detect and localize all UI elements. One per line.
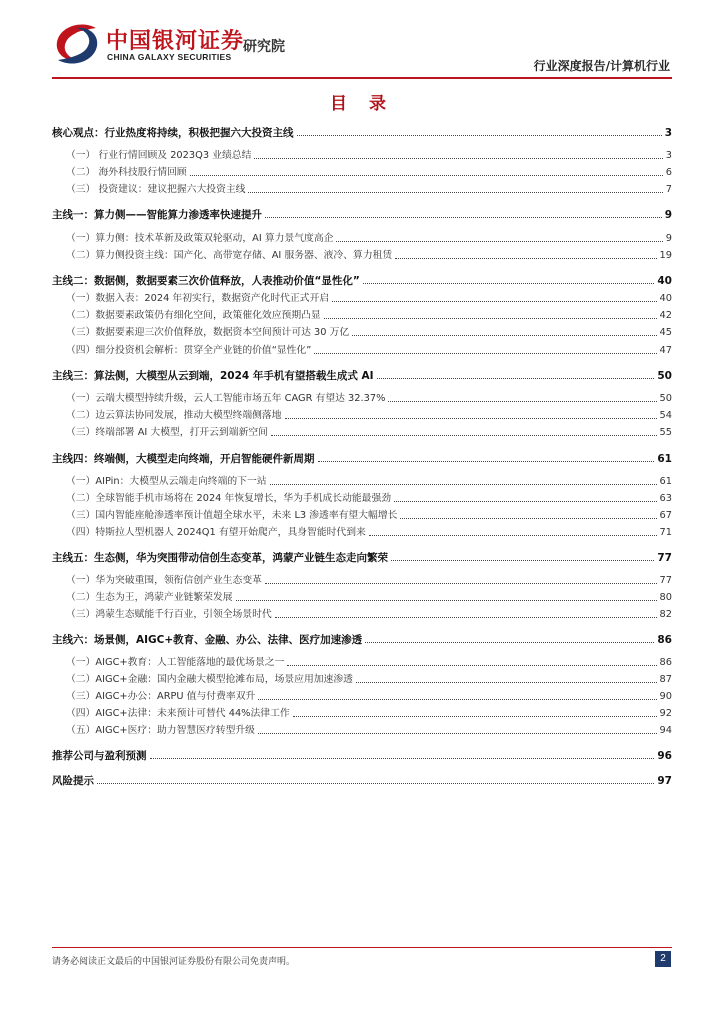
toc-entry-sub[interactable] bbox=[52, 390, 672, 406]
toc-leader-dots bbox=[275, 616, 657, 618]
toc-entry-label: （一）算力侧：技术革新及政策双轮驱动，AI 算力景气度高企 bbox=[66, 233, 334, 244]
toc-leader-dots bbox=[190, 174, 663, 176]
toc-entry-label: （四）特斯拉人型机器人 2024Q1 有望开始爬产，具身智能时代到来 bbox=[66, 527, 366, 538]
brand-name-en: CHINA GALAXY SECURITIES bbox=[107, 52, 232, 62]
toc-entry-sub[interactable] bbox=[52, 164, 672, 180]
toc-page-number: 97 bbox=[657, 775, 672, 787]
toc-entry-sub[interactable] bbox=[52, 247, 672, 263]
toc-leader-dots bbox=[369, 534, 657, 536]
toc-entry-main[interactable] bbox=[52, 367, 672, 383]
toc-page-number: 40 bbox=[659, 293, 672, 304]
toc-entry-sub[interactable] bbox=[52, 147, 672, 163]
toc-page-number: 3 bbox=[665, 150, 672, 161]
toc-entry-sub[interactable] bbox=[52, 407, 672, 423]
toc-entry-label: （一）AIGC+教育：人工智能落地的最优场景之一 bbox=[66, 657, 285, 668]
toc-leader-dots bbox=[236, 599, 657, 601]
china-galaxy-logo-icon bbox=[52, 22, 102, 66]
toc-entry-main[interactable] bbox=[52, 549, 672, 565]
toc-leader-dots bbox=[265, 582, 657, 584]
toc-leader-dots bbox=[395, 257, 656, 259]
toc-entry-label: （三）数据要素迎三次价值释放，数据资本空间预计可达 30 万亿 bbox=[66, 327, 350, 338]
toc-entry-sub[interactable] bbox=[52, 507, 672, 523]
toc-leader-dots bbox=[336, 240, 662, 242]
footer-divider bbox=[52, 947, 672, 948]
toc-entry-sub[interactable] bbox=[52, 722, 672, 738]
toc-entry-sub[interactable] bbox=[52, 589, 672, 605]
toc-leader-dots bbox=[271, 434, 657, 436]
toc-entry-sub[interactable] bbox=[52, 342, 672, 358]
toc-entry-label: （三）终端部署 AI 大模型，打开云到端新空间 bbox=[66, 427, 268, 438]
toc-entry-label: （四）细分投资机会解析：贯穿全产业链的价值“显性化” bbox=[66, 345, 312, 356]
toc-page-number: 40 bbox=[657, 275, 672, 287]
toc-leader-dots bbox=[324, 317, 657, 319]
toc-entry-label: （五）AIGC+医疗：助力智慧医疗转型升级 bbox=[66, 725, 255, 736]
toc-entry-sub[interactable] bbox=[52, 705, 672, 721]
toc-page-number: 9 bbox=[665, 233, 672, 244]
toc-leader-dots bbox=[400, 517, 656, 519]
toc-leader-dots bbox=[150, 757, 655, 759]
toc-leader-dots bbox=[285, 417, 657, 419]
toc-entry-sub[interactable] bbox=[52, 490, 672, 506]
toc-leader-dots bbox=[318, 460, 655, 462]
toc-page-number: 45 bbox=[659, 327, 672, 338]
toc-page-number: 47 bbox=[659, 345, 672, 356]
page-header bbox=[0, 0, 724, 80]
toc-entry-main[interactable] bbox=[52, 772, 672, 788]
toc-entry-sub[interactable] bbox=[52, 181, 672, 197]
toc-entry-label: （三）国内智能座舱渗透率预计值超全球水平，未来 L3 渗透率有望大幅增长 bbox=[66, 510, 398, 521]
toc-entry-main[interactable] bbox=[52, 450, 672, 466]
toc-entry-sub[interactable] bbox=[52, 307, 672, 323]
page-number-badge: 2 bbox=[655, 951, 671, 967]
toc-entry-main[interactable] bbox=[52, 206, 672, 222]
toc-entry-label: （一）数据入表：2024 年初实行，数据资产化时代正式开启 bbox=[66, 293, 330, 304]
toc-leader-dots bbox=[363, 282, 655, 284]
toc-leader-dots bbox=[394, 500, 656, 502]
toc-page-number: 7 bbox=[665, 184, 672, 195]
toc-page-number: 86 bbox=[657, 634, 672, 646]
toc-page-number: 9 bbox=[664, 209, 672, 221]
toc-leader-dots bbox=[248, 191, 662, 193]
toc-entry-label: （二）边云算法协同发展，推动大模型终端侧落地 bbox=[66, 410, 282, 421]
header-divider bbox=[52, 77, 672, 79]
toc-entry-main[interactable] bbox=[52, 272, 672, 288]
toc-entry-label: （三）鸿蒙生态赋能千行百业，引领全场景时代 bbox=[66, 609, 272, 620]
toc-entry-label: （二）数据要素政策仍有细化空间，政策催化效应预期凸显 bbox=[66, 310, 321, 321]
toc-entry-main[interactable] bbox=[52, 747, 672, 763]
toc-page-number: 50 bbox=[659, 393, 672, 404]
toc-leader-dots bbox=[391, 559, 654, 561]
toc-entry-sub[interactable] bbox=[52, 524, 672, 540]
toc-page-number: 92 bbox=[659, 708, 672, 719]
toc-entry-sub[interactable] bbox=[52, 688, 672, 704]
institute-label: 研究院 bbox=[243, 39, 285, 55]
toc-entry-label: 主线五：生态侧，华为突围带动信创生态变革，鸿蒙产业链生态走向繁荣 bbox=[52, 552, 388, 564]
toc-entry-sub[interactable] bbox=[52, 606, 672, 622]
toc-entry-label: （三）AIGC+办公：ARPU 值与付费率双升 bbox=[66, 691, 256, 702]
toc-page-number: 61 bbox=[657, 453, 672, 465]
toc-leader-dots bbox=[258, 698, 656, 700]
toc-page-number: 19 bbox=[659, 250, 672, 261]
toc-entry-label: （一）云端大模型持续升级，云人工智能市场五年 CAGR 有望达 32.37% bbox=[66, 393, 386, 404]
toc-leader-dots bbox=[287, 664, 656, 666]
toc-page-number: 77 bbox=[659, 575, 672, 586]
toc-entry-sub[interactable] bbox=[52, 290, 672, 306]
toc-entry-label: 核心观点：行业热度将持续，积极把握六大投资主线 bbox=[52, 127, 294, 139]
toc-entry-label: （二） 海外科技股行情回顾 bbox=[66, 167, 187, 178]
toc-title: 目 录 bbox=[330, 94, 394, 114]
toc-entry-sub[interactable] bbox=[52, 230, 672, 246]
toc-entry-sub[interactable] bbox=[52, 654, 672, 670]
toc-page-number: 55 bbox=[659, 427, 672, 438]
toc-entry-label: （二）AIGC+金融：国内金融大模型抢滩布局，场景应用加速渗透 bbox=[66, 674, 353, 685]
toc-leader-dots bbox=[258, 732, 657, 734]
toc-page-number: 61 bbox=[659, 476, 672, 487]
toc-entry-label: 主线三：算法侧，大模型从云到端，2024 年手机有望搭载生成式 AI bbox=[52, 370, 374, 382]
toc-page-number: 87 bbox=[659, 674, 672, 685]
toc-entry-label: 主线六：场景侧，AIGC+教育、金融、办公、法律、医疗加速渗透 bbox=[52, 634, 363, 646]
toc-page-number: 90 bbox=[659, 691, 672, 702]
toc-page-number: 96 bbox=[657, 750, 672, 762]
toc-leader-dots bbox=[97, 782, 654, 784]
toc-entry-label: （三） 投资建议：建议把握六大投资主线 bbox=[66, 184, 246, 195]
toc-leader-dots bbox=[314, 352, 656, 354]
toc-page-number: 82 bbox=[659, 609, 672, 620]
toc-page-number: 50 bbox=[657, 370, 672, 382]
brand-name-cn: 中国银河证券 bbox=[106, 29, 245, 54]
toc-entry-label: （二）生态为王，鸿蒙产业链繁荣发展 bbox=[66, 592, 233, 603]
toc-page-number: 42 bbox=[659, 310, 672, 321]
toc-entry-label: （一） 行业行情回顾及 2023Q3 业绩总结 bbox=[66, 150, 252, 161]
toc-leader-dots bbox=[297, 134, 662, 136]
toc-entry-main[interactable] bbox=[52, 631, 672, 647]
toc-entry-sub[interactable] bbox=[52, 424, 672, 440]
toc-leader-dots bbox=[388, 400, 656, 402]
toc-entry-label: （一）AIPin：大模型从云端走向终端的下一站 bbox=[66, 476, 267, 487]
toc-entry-label: （二）全球智能手机市场将在 2024 年恢复增长，华为手机成长动能最强劲 bbox=[66, 493, 392, 504]
footer-disclaimer: 请务必阅读正文最后的中国银河证券股份有限公司免责声明。 bbox=[52, 957, 296, 967]
toc-page-number: 71 bbox=[659, 527, 672, 538]
toc-leader-dots bbox=[332, 300, 656, 302]
toc-page-number: 67 bbox=[659, 510, 672, 521]
toc-page-number: 54 bbox=[659, 410, 672, 421]
toc-entry-sub[interactable] bbox=[52, 473, 672, 489]
toc-leader-dots bbox=[293, 715, 657, 717]
toc-leader-dots bbox=[352, 334, 656, 336]
toc-entry-label: 风险提示 bbox=[52, 775, 94, 787]
toc-page-number: 94 bbox=[659, 725, 672, 736]
toc-leader-dots bbox=[265, 216, 662, 218]
toc-leader-dots bbox=[270, 483, 657, 485]
toc-page-number: 77 bbox=[657, 552, 672, 564]
toc-entry-label: （四）AIGC+法律：未来预计可替代 44%法律工作 bbox=[66, 708, 290, 719]
toc-page-number: 80 bbox=[659, 592, 672, 603]
toc-page-number: 86 bbox=[659, 657, 672, 668]
toc-entry-label: 推荐公司与盈利预测 bbox=[52, 750, 147, 762]
toc-entry-sub[interactable] bbox=[52, 572, 672, 588]
toc-entry-label: （一）华为突破重围，领衔信创产业生态变革 bbox=[66, 575, 262, 586]
toc-entry-label: 主线四：终端侧，大模型走向终端，开启智能硬件新周期 bbox=[52, 453, 315, 465]
report-type-label: 行业深度报告/计算机行业 bbox=[533, 59, 670, 73]
toc-page-number: 63 bbox=[659, 493, 672, 504]
toc-page-number: 6 bbox=[665, 167, 672, 178]
toc-entry-sub[interactable] bbox=[52, 324, 672, 340]
toc-leader-dots bbox=[356, 681, 657, 683]
toc-leader-dots bbox=[377, 377, 655, 379]
toc-entry-label: （二）算力侧投资主线：国产化、高带宽存储、AI 服务器、液冷、算力租赁 bbox=[66, 250, 393, 261]
toc-leader-dots bbox=[365, 641, 654, 643]
toc-entry-label: 主线一：算力侧——智能算力渗透率快速提升 bbox=[52, 209, 262, 221]
toc-leader-dots bbox=[254, 157, 662, 159]
toc-entry-label: 主线二：数据侧，数据要素三次价值释放，人表推动价值“显性化” bbox=[52, 275, 360, 287]
toc-entry-sub[interactable] bbox=[52, 671, 672, 687]
toc-entry-main[interactable] bbox=[52, 124, 672, 140]
toc-page-number: 3 bbox=[664, 127, 672, 139]
